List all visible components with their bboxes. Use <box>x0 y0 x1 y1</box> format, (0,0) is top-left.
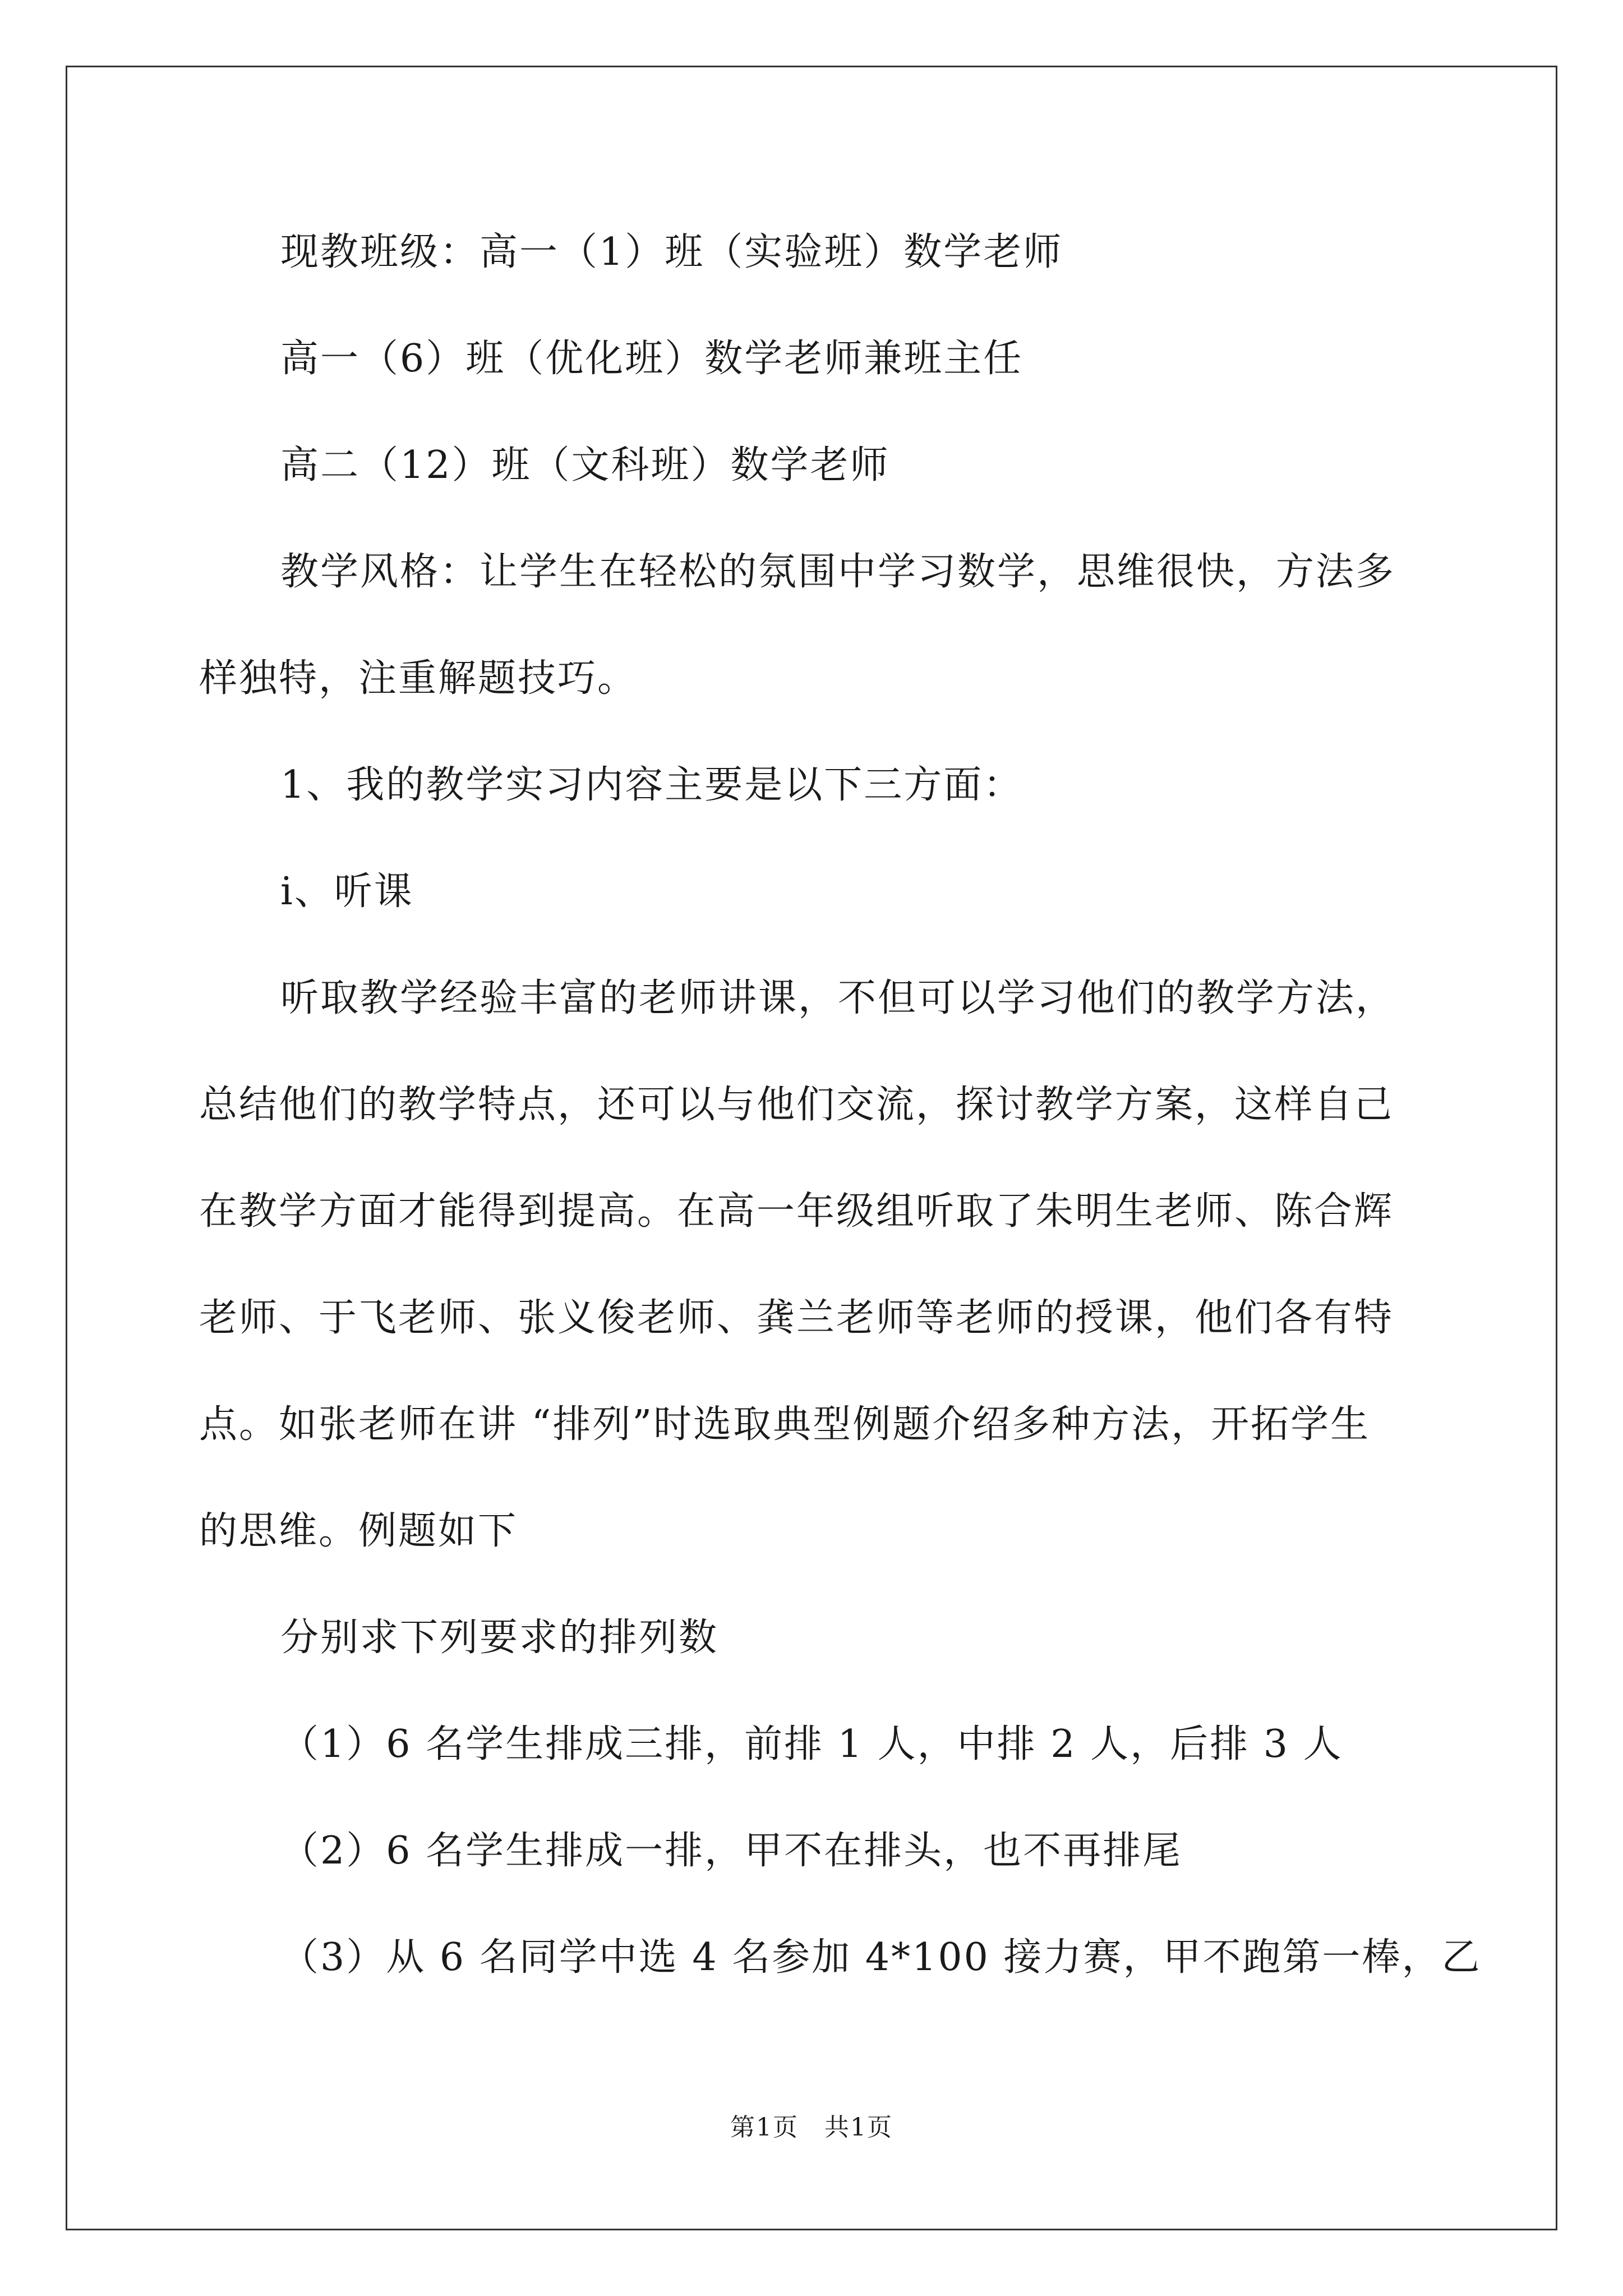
paragraph-line: 老师、于飞老师、张义俊老师、龚兰老师等老师的授课，他们各有特 <box>199 1296 1394 1340</box>
list-item: （1）6 名学生排成三排，前排 1 人，中排 2 人，后排 3 人 <box>280 1722 1343 1766</box>
page-border <box>66 66 1557 2230</box>
paragraph-line: 总结他们的教学特点，还可以与他们交流，探讨教学方案，这样自己 <box>199 1083 1394 1127</box>
paragraph-line: 在教学方面才能得到提高。在高一年级组听取了朱明生老师、陈合辉 <box>199 1189 1394 1234</box>
paragraph-line: 样独特，注重解题技巧。 <box>199 656 638 701</box>
list-item: （2）6 名学生排成一排，甲不在排头，也不再排尾 <box>280 1829 1183 1873</box>
paragraph-line: 听取教学经验丰富的老师讲课，不但可以学习他们的教学方法， <box>280 976 1396 1020</box>
page-number-footer: 第1页 共1页 <box>730 2113 893 2142</box>
paragraph-line: 现教班级：高一（1）班（实验班）数学老师 <box>280 230 1063 274</box>
paragraph-line: 1、我的教学实习内容主要是以下三方面： <box>280 763 1023 807</box>
paragraph-line: 点。如张老师在讲 “排列”时选取典型例题介绍多种方法，开拓学生 <box>199 1402 1371 1447</box>
list-item: （3）从 6 名同学中选 4 名参加 4*100 接力赛，甲不跑第一棒，乙 <box>280 1935 1482 1980</box>
paragraph-line: 的思维。例题如下 <box>199 1509 518 1553</box>
paragraph-line: 高一（6）班（优化班）数学老师兼班主任 <box>280 337 1023 381</box>
section-heading: ⅰ、听课 <box>280 869 414 914</box>
paragraph-line: 分别求下列要求的排列数 <box>280 1616 719 1660</box>
paragraph-line: 教学风格：让学生在轻松的氛围中学习数学，思维很快，方法多 <box>280 550 1396 594</box>
paragraph-line: 高二（12）班（文科班）数学老师 <box>280 443 890 487</box>
